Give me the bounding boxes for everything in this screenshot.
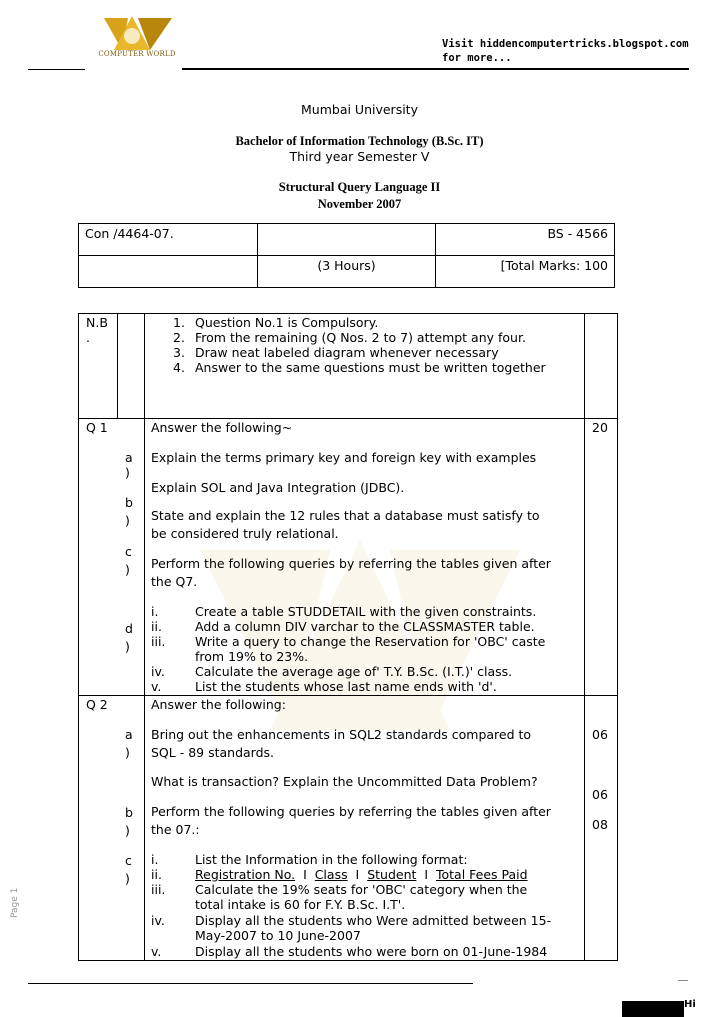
visit-line-2: for more... — [442, 52, 512, 64]
q2-item-num: v. — [151, 944, 162, 959]
university-title: Mumbai University — [301, 102, 418, 117]
q2-label: Q 2 — [86, 697, 108, 712]
q1-item: Add a column DIV varchar to the CLASSMASTER table. — [195, 619, 535, 634]
q1-b-text: Explain SOL and Java Integration (JDBC). — [151, 480, 405, 495]
q2-b-text: What is transaction? Explain the Uncommitted Data Problem? — [151, 774, 538, 789]
semester-title: Third year Semester V — [289, 149, 430, 164]
q1-item: Write a query to change the Reservation for 'OBC' caste — [195, 634, 546, 649]
q1-a-text: Explain the terms primary key and foreign key with examples — [151, 450, 537, 465]
q2-paren: ) — [125, 745, 130, 760]
paper-code: BS - 4566 — [436, 224, 615, 256]
header-rule-left — [28, 69, 85, 70]
q1-marks: 20 — [592, 420, 608, 435]
q1-paren: ) — [125, 562, 130, 577]
exam-date: November 2007 — [317, 197, 402, 211]
instruction-item: From the remaining (Q Nos. 2 to 7) attempt any four. — [195, 330, 526, 345]
q2-a-text: Bring out the enhancements in SQL2 standards compared to SQL - 89 standards. — [151, 727, 532, 760]
q1-letter-d: d — [125, 621, 133, 636]
q1-item: Create a table STUDDETAIL with the given constraints. — [195, 604, 537, 619]
info-empty-cell — [258, 224, 436, 256]
total-marks: [Total Marks: 100 — [436, 256, 615, 288]
q2-a-marks: 06 — [592, 727, 608, 742]
q1-item-num: ii. — [151, 619, 162, 634]
q1-item: List the students whose last name ends with 'd'. — [195, 679, 497, 694]
format-class: Class — [314, 867, 348, 882]
q1-item-num: v. — [151, 679, 162, 694]
instruction-num: 3. — [173, 345, 185, 360]
format-sep: I — [424, 867, 429, 882]
instruction-item: Question No.1 is Compulsory. — [195, 315, 379, 330]
instruction-num: 4. — [173, 360, 185, 375]
computer-world-logo — [92, 14, 184, 66]
page-number-label: Page 1 — [10, 887, 20, 918]
exam-duration: (3 Hours) — [258, 256, 436, 288]
format-sep: I — [355, 867, 360, 882]
q2-b-marks: 06 — [592, 787, 608, 802]
q2-letter-c: c — [125, 853, 132, 868]
q2-item: total intake is 60 for F.Y. B.Sc. I.T'. — [195, 897, 406, 912]
instruction-item: Answer to the same questions must be written together — [195, 360, 546, 375]
q1-item-num: iii. — [151, 634, 166, 649]
info-empty-cell — [79, 256, 258, 288]
divider — [144, 313, 145, 961]
divider — [117, 313, 118, 419]
instruction-num: 1. — [173, 315, 185, 330]
divider — [78, 418, 618, 419]
q1-letter-c: c — [125, 544, 132, 559]
exam-info-table — [78, 223, 615, 288]
header-rule-right — [182, 68, 689, 70]
logo-text: COMPUTER WORLD — [98, 50, 176, 58]
q1-item-num: iv. — [151, 664, 165, 679]
q2-item: May-2007 to 10 June-2007 — [195, 928, 361, 943]
q1-letter-a: a — [125, 450, 133, 465]
q1-item: Calculate the average age of' T.Y. B.Sc. (I.T.)' class. — [195, 664, 513, 679]
visit-note — [442, 37, 689, 65]
q2-heading: Answer the following: — [151, 697, 286, 712]
format-fees: Total Fees Paid — [436, 867, 528, 882]
nb-label: N.B — [86, 315, 108, 330]
format-registration: Registration No. — [195, 867, 296, 882]
q1-item: from 19% to 23%. — [195, 649, 309, 664]
instruction-num: 2. — [173, 330, 185, 345]
q2-item: Calculate the 19% seats for 'OBC' category when the — [195, 882, 528, 897]
instruction-item: Draw neat labeled diagram whenever necessary — [195, 345, 499, 360]
q1-heading: Answer the following~ — [151, 420, 293, 435]
divider — [584, 313, 585, 961]
q2-item-num: ii. — [151, 867, 162, 882]
q2-paren: ) — [125, 871, 130, 886]
q2-item-num: i. — [151, 852, 159, 867]
q2-c-text: Perform the following queries by referring the tables given after the 07.: — [151, 804, 551, 837]
q2-item-num: iv. — [151, 913, 165, 928]
footer-tick — [678, 980, 688, 981]
q1-paren: ) — [125, 639, 130, 654]
q2-letter-a: a — [125, 727, 133, 742]
q2-c-marks: 08 — [592, 817, 608, 832]
footer-mark — [622, 1001, 684, 1017]
visit-line-1: Visit hiddencomputertricks.blogspot.com — [442, 38, 689, 50]
q1-paren: ) — [125, 465, 130, 480]
q2-item-num: iii. — [151, 882, 166, 897]
q2-item: List the Information in the following format: — [195, 852, 468, 867]
q2-item: Display all the students who were born on 01-June-1984 — [195, 944, 548, 959]
q1-item-num: i. — [151, 604, 159, 619]
q2-item: Display all the students who Were admitted between 15- — [195, 913, 552, 928]
q2-paren: ) — [125, 823, 130, 838]
format-sep: I — [303, 867, 307, 882]
q1-d-text: Perform the following queries by referring the tables given after the Q7. — [151, 556, 551, 589]
nb-label-dot: . — [86, 330, 90, 345]
divider — [78, 695, 618, 696]
q1-label: Q 1 — [86, 420, 108, 435]
q1-paren: ) — [125, 513, 130, 528]
q1-letter-b: b — [125, 495, 133, 510]
degree-title: Bachelor of Information Technology (B.Sc. IT) — [235, 134, 484, 148]
footer-hi-text: Hi — [684, 999, 696, 1010]
q2-format-line — [195, 867, 528, 882]
con-number: Con /4464-07. — [79, 224, 258, 256]
footer-rule — [28, 983, 473, 984]
format-student: Student — [367, 867, 417, 882]
subject-title: Structural Query Language II — [278, 180, 441, 194]
q2-letter-b: b — [125, 805, 133, 820]
q1-c-text: State and explain the 12 rules that a database must satisfy to be considered truly relational. — [151, 508, 540, 541]
